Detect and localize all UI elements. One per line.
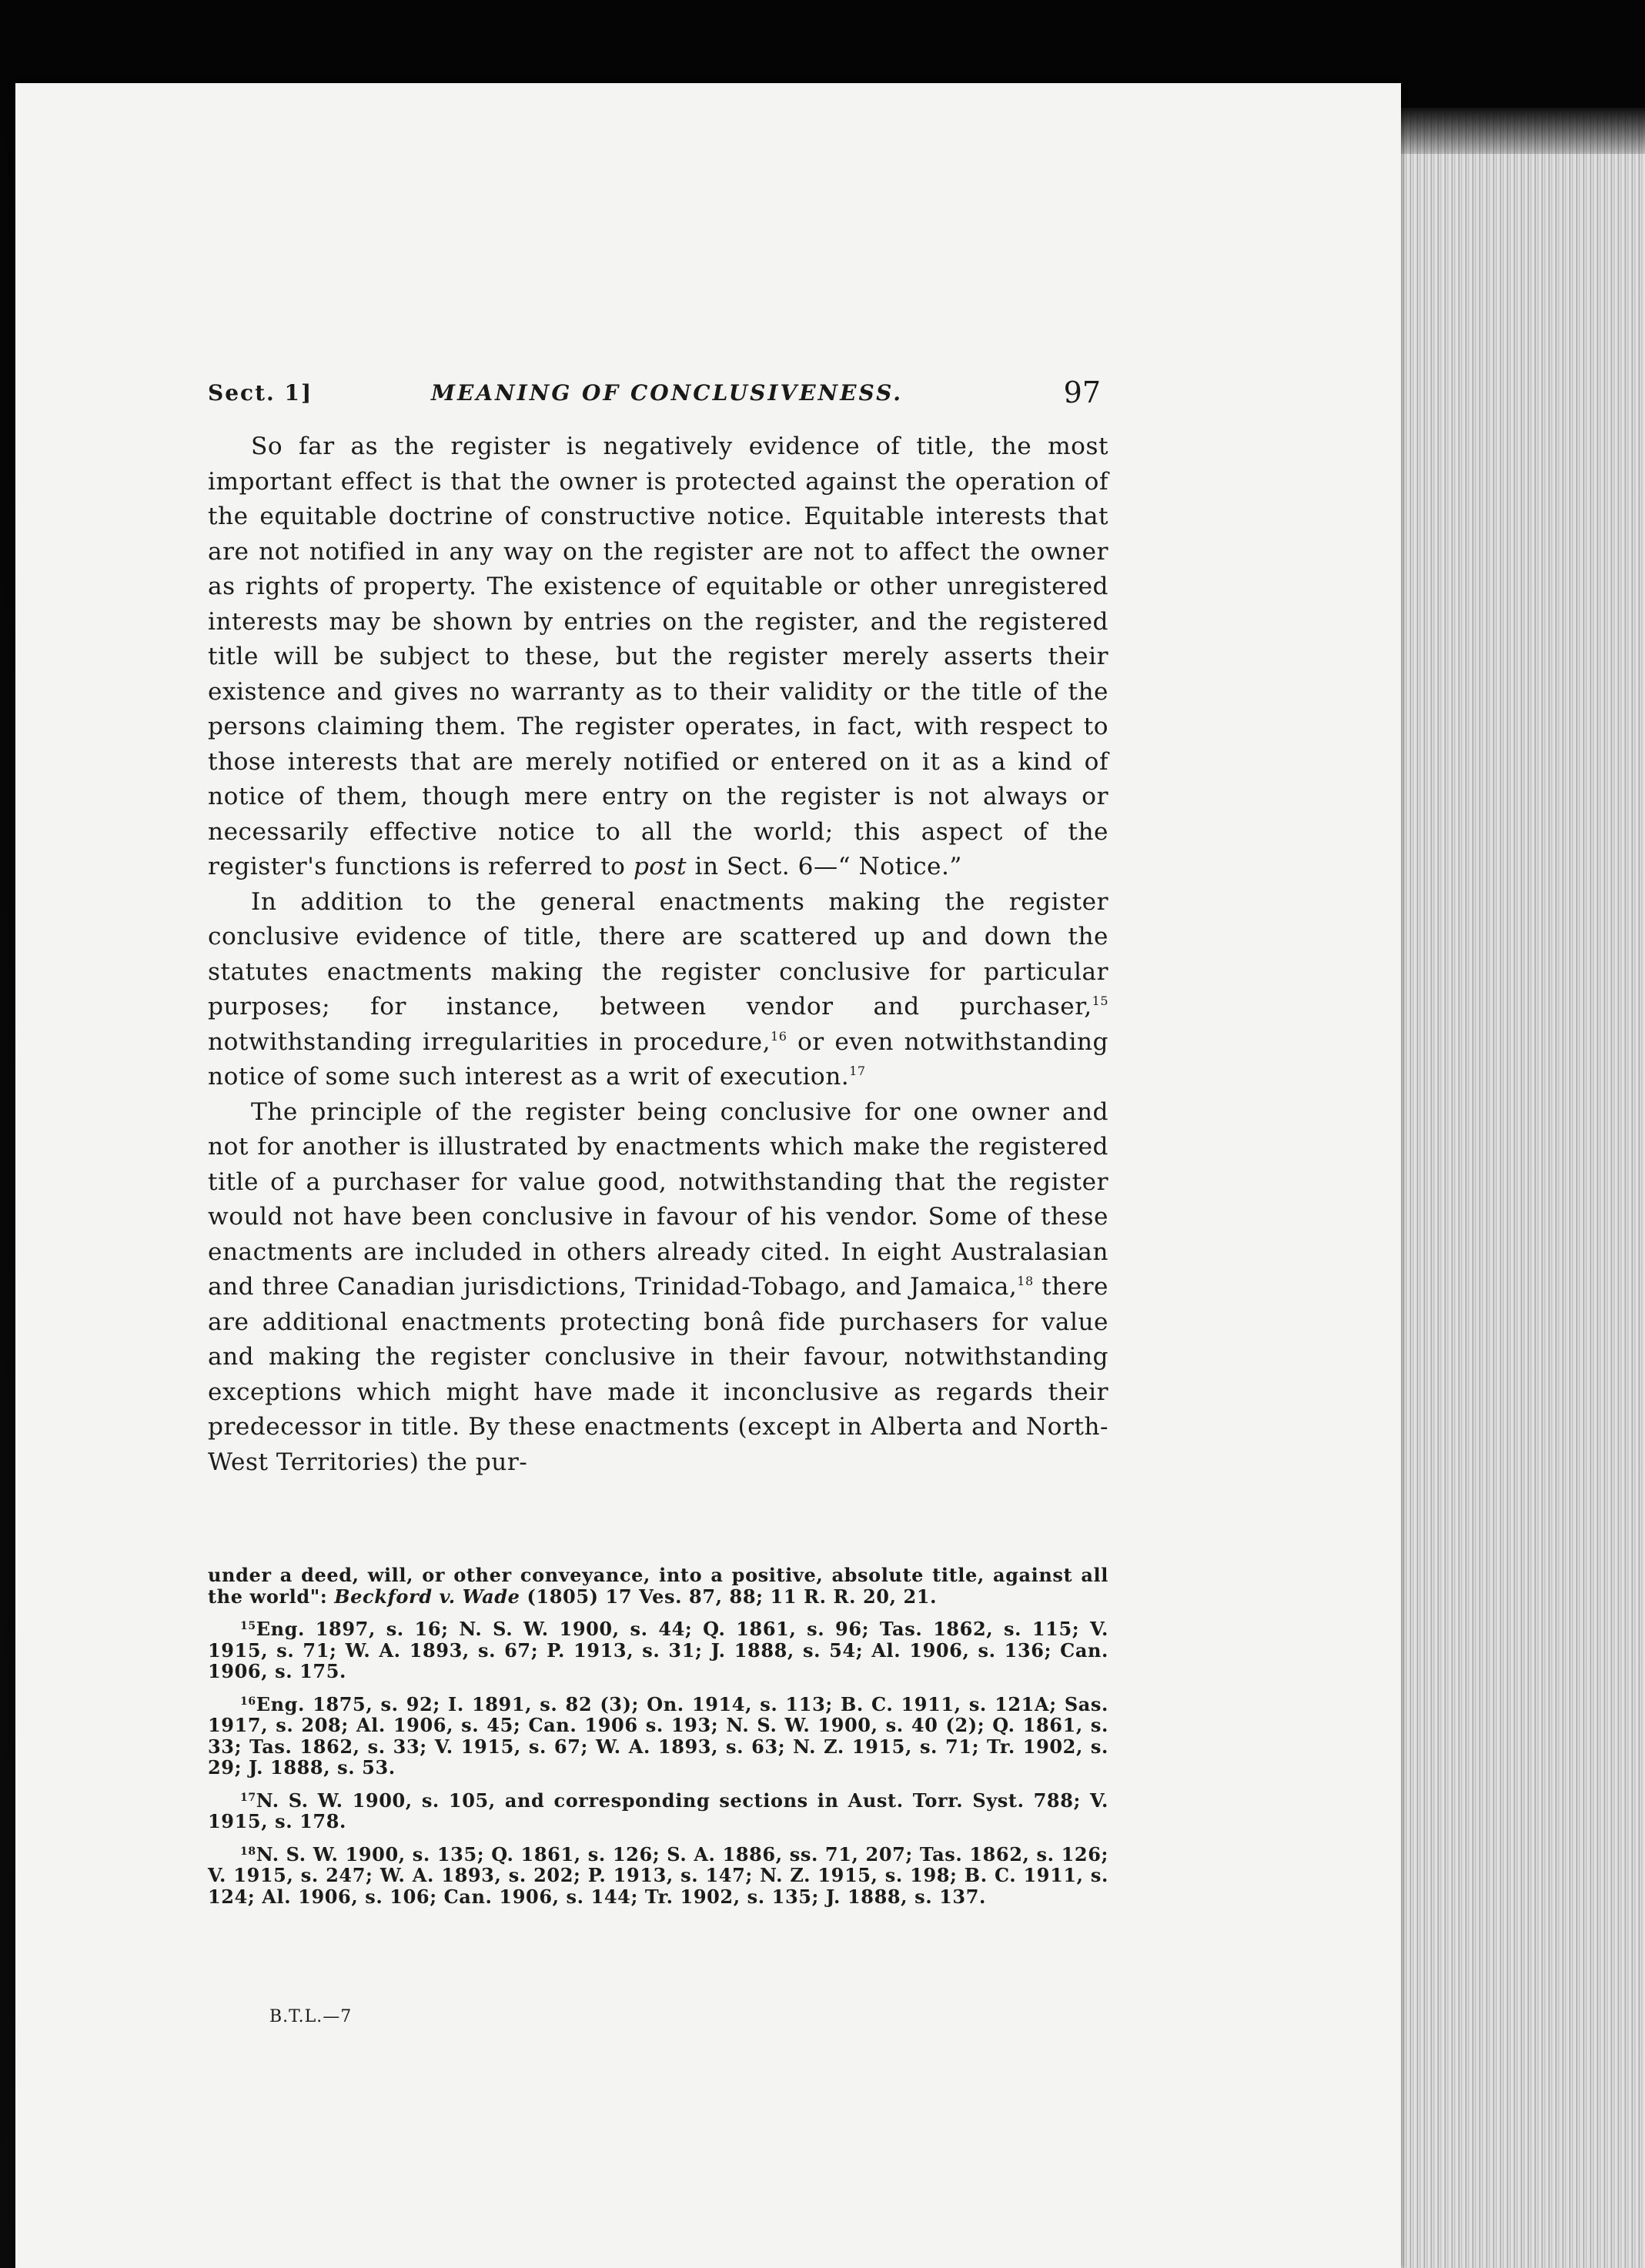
footnote-ref-15: 15	[1092, 994, 1108, 1008]
footnote-ref-17: 17	[849, 1064, 866, 1078]
footnote-continuation-text-b: (1805) 17 Ves. 87, 88; 11 R. R. 20, 21.	[520, 1585, 938, 1608]
footnote-16	[208, 1692, 1108, 1779]
footnote-18-text: N. S. W. 1900, s. 135; Q. 1861, s. 126; S. A. 1886, ss. 71, 207; Tas. 1862, s. 126; V. 1915, s. 247; W. A. 1893, s. 202; P. 1913, s. 147; N. Z. 1915, s. 198; B. C. 1911, s. 124; Al. 1906, s. 106; Can. 1906, s. 144; Tr. 1902, s. 135; J. 1888, s. 137.	[208, 1842, 1108, 1908]
paragraph-2-text-c: or even notwithstanding notice of some such interest as a writ of execution.	[208, 1027, 1108, 1091]
paragraph-1-text-a: So far as the register is negatively evidence of title, the most important effect is that the owner is protected against the operation of the equitable doctrine of constructive notice. Equitable interests that are not notified in any way on the register are not to affect the owner as rights of property. The existence of equitable or other unregistered interests may be shown by entries on the register, and the registered title will be subject to these, but the register merely asserts their existence and gives no warranty as to their validity or the title of the persons claiming them. The register operates, in fact, with respect to those interests that are merely notified or entered on it as a kind of notice of them, though mere entry on the register is not always or necessarily effective notice to all the world; this aspect of the register's functions is referred to	[208, 433, 1108, 880]
footnote-continuation-text-a: under a deed, will, or other conveyance, into a positive, absolute title, against all the world":	[208, 1564, 1108, 1608]
page-number: 97	[1063, 376, 1101, 409]
footnote-15-number: 15	[240, 1620, 256, 1632]
footnote-continuation	[208, 1565, 1108, 1607]
book-page	[15, 83, 1401, 2268]
footnote-ref-16: 16	[771, 1028, 787, 1044]
running-head	[208, 376, 1108, 409]
paragraph-2-text-b: notwithstanding irregularities in procedure,	[208, 1027, 771, 1056]
section-label: Sect. 1]	[208, 380, 313, 406]
paragraph-1-text-b: in Sect. 6—“ Notice.”	[687, 853, 962, 880]
paragraph-2-text-a: In addition to the general enactments making the register conclusive evidence of title, there are scattered up and down the statutes enactments making the register conclusive for particular purposes; for instance, between vendor and purchaser,	[208, 887, 1108, 1020]
paragraph-3-text-b: there are additional enactments protecting bonâ fide purchasers for value and making the register conclusive in their favour, notwithstanding exceptions which might have made it inconclusive as regards their predecessor in title. By these enactments (except in Alberta and North-West Territories) the pur-	[208, 1273, 1109, 1476]
case-citation: Beckford v. Wade	[334, 1585, 520, 1608]
footnote-17-number: 17	[240, 1791, 256, 1804]
paragraph-2	[208, 885, 1108, 1095]
footnote-18-number: 18	[240, 1845, 256, 1858]
footnote-17	[208, 1788, 1108, 1832]
footnotes	[208, 1565, 1108, 1916]
footnote-16-text: Eng. 1875, s. 92; I. 1891, s. 82 (3); On. 1914, s. 113; B. C. 1911, s. 121A; Sas. 1917, s. 208; Al. 1906, s. 45; Can. 1906 s. 193; N. S. W. 1900, s. 40 (2); Q. 1861, s. 33; Tas. 1862, s. 33; V. 1915, s. 67; W. A. 1893, s. 63; N. Z. 1915, s. 71; Tr. 1902, s. 29; J. 1888, s. 53.	[208, 1692, 1108, 1779]
paragraph-3-text-a: The principle of the register being conclusive for one owner and not for another is illustrated by enactments which make the registered title of a purchaser for value good, notwithstanding that the register would not have been conclusive in favour of his vendor. Some of these enactments are included in others already cited. In eight Australasian and three Canadian jurisdictions, Trinidad-Tobago, and Jamaica,	[208, 1097, 1108, 1301]
footnote-16-number: 16	[240, 1695, 256, 1708]
body-text	[208, 429, 1108, 1480]
printer-signature-mark: B.T.L.—7	[269, 2007, 353, 2026]
post-reference: post	[633, 853, 687, 880]
paragraph-1	[208, 429, 1108, 885]
chapter-title: MEANING OF CONCLUSIVENESS.	[431, 380, 904, 406]
footnote-15-text: Eng. 1897, s. 16; N. S. W. 1900, s. 44; Q. 1861, s. 96; Tas. 1862, s. 115; V. 1915, s. 71; W. A. 1893, s. 67; P. 1913, s. 31; J. 1888, s. 54; Al. 1906, s. 136; Can. 1906, s. 175.	[208, 1618, 1108, 1682]
footnote-ref-18: 18	[1017, 1274, 1034, 1288]
footnote-17-text: N. S. W. 1900, s. 105, and corresponding sections in Aust. Torr. Syst. 788; V. 1915, s. 178.	[208, 1789, 1108, 1832]
book-page-edges	[1401, 108, 1645, 2268]
paragraph-3	[208, 1095, 1108, 1481]
footnote-18	[208, 1842, 1108, 1908]
footnote-15	[208, 1616, 1108, 1682]
